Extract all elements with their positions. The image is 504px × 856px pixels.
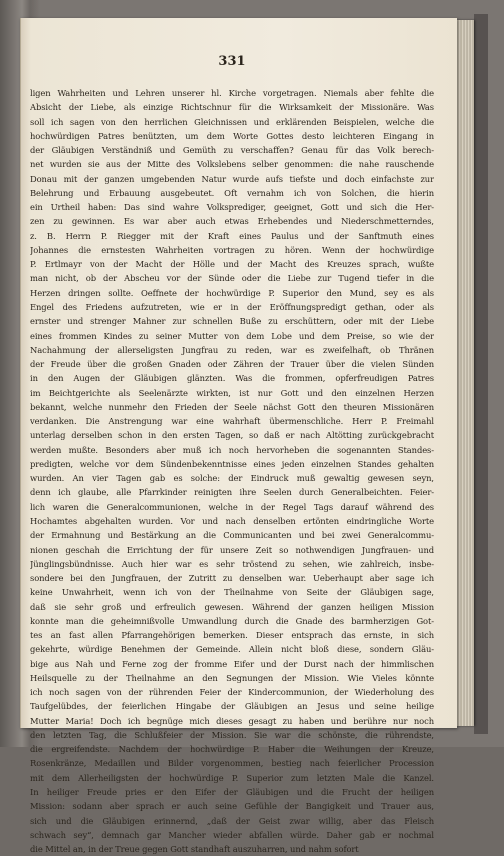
text-line: soll ich sagen von den herrlichen Gleichnissen und erklärenden Beispielen, welche die: [30, 116, 434, 127]
text-line: Rosenkränze, Medaillen und Bilder vorgenommen, bestieg nach feierlicher Procession: [30, 758, 434, 769]
text-line: net wurden sie aus der Mitte des Volkslebens selber genommen: die nahe rauschende: [30, 159, 434, 170]
text-line: mit dem Allerheiligsten der hochwürdige P. Superior zum letzten Male die Kanzel.: [30, 772, 434, 783]
text-line: gekehrte, würdige Benehmen der Gemeinde. Allein nicht bloß diese, sondern Gläu-: [30, 644, 434, 655]
book-cover-edge: [474, 14, 488, 734]
text-line: Belehrung und Erbauung ausgebeutet. Oft vernahm ich von Solchen, die hierin: [30, 187, 434, 198]
text-line: hochwürdigen Patres benützten, um dem Worte Gottes desto leichteren Eingang in: [30, 130, 434, 141]
text-line: die ergreifendste. Nachdem der hochwürdige P. Haber die Weihungen der Kreuze,: [30, 744, 434, 755]
text-line: im Beichtgerichte als Seelenärzte wirkten, ist nur Gott und den einzelnen Herzen: [30, 387, 434, 398]
text-line: zen zu gewinnen. Es war aber auch etwas Erhebendes und Niederschmetterndes,: [30, 216, 434, 227]
text-line: den letzten Tag, die Schlußfeier der Mission. Sie war die schönste, die rührendste,: [30, 729, 434, 740]
text-line: der Freude über die großen Gnaden oder Zähren der Trauer über die vielen Sünden: [30, 359, 434, 370]
text-line: in den Augen der Gläubigen glänzten. Was die frommen, opferfreudigen Patres: [30, 373, 434, 384]
text-line: der Gläubigen Verständniß und Gemüth zu verschaffen? Genau für das Volk berech-: [30, 145, 434, 156]
text-line: bige aus Nah und Ferne zog der fromme Eifer und der Durst nach der himmlischen: [30, 658, 434, 669]
text-line: ligen Wahrheiten und Lehren unserer hl. Kirche vorgetragen. Niemals aber fehlte die: [30, 88, 434, 98]
text-line: verdanken. Die Anstrengung war eine wahrhaft übermenschliche. Herr P. Freimahl: [30, 416, 434, 427]
text-line: Heilsquelle zu der Theilnahme an den Segnungen der Mission. Wie Vieles könnte: [30, 672, 434, 683]
text-line: schwach sey“, demnach gar Mancher wieder abfallen würde. Daher gab er nochmal: [30, 829, 434, 840]
body-text: [30, 86, 434, 856]
text-line: eines frommen Kindes zu seiner Mutter von dem Lobe und dem Preise, so wie der: [30, 330, 434, 341]
text-line: unterlag derselben schon in den ersten Tagen, so daß er nach Altötting zurückgebracht: [30, 430, 434, 441]
text-line: Herzen dringen sollte. Oeffnete der hochwürdige P. Superior den Mund, sey es als: [30, 287, 434, 298]
text-line: sondere bei den Jungfrauen, der Zutritt zu denselben war. Ueberhaupt aber sage ich: [30, 573, 434, 584]
text-line: man nicht, ob der Abscheu vor der Sünde oder die Liebe zur Tugend tiefer in die: [30, 273, 434, 284]
text-line: keine Unwahrheit, wenn ich von der Theilnahme von Seite der Gläubigen sage,: [30, 587, 434, 598]
text-line: wurden. An vier Tagen gab es solche: der Eindruck muß gewaltig gewesen seyn,: [30, 473, 434, 484]
text-line: Taufgelübdes, der feierlichen Hingabe der Gläubigen an Jesus und seine heilige: [30, 701, 434, 712]
text-line: sich und die Gläubigen erinnernd, „daß der Geist zwar willig, aber das Fleisch: [30, 815, 434, 826]
page-stack-edge: [456, 20, 474, 726]
text-line: ich noch sagen von der rührenden Feier der Kindercommunion, der Wiederholung des: [30, 687, 434, 698]
page-number: 331: [218, 54, 246, 69]
text-line: konnte man die geheimnißvolle Umwandlung durch die Gnade des barmherzigen Got-: [30, 615, 434, 626]
text-line: P. Ertlmayr von der Macht der Hölle und der Macht des Kreuzes sprach, wußte: [30, 259, 434, 270]
text-line: Engel des Friedens aufzutreten, wie er in der Eröffnungspredigt gethan, oder als: [30, 301, 434, 312]
text-line: werden mußte. Besonders aber muß ich noch hervorheben die sogenannten Standes-: [30, 444, 434, 455]
text-line: In heiliger Freude pries er den Eifer der Gläubigen und die Frucht der heiligen: [30, 787, 434, 798]
text-line: denn ich glaube, alle Pfarrkinder reinigten ihre Seelen durch Generalbeichten. Feier-: [30, 487, 434, 498]
text-line: daß sie sehr groß und erfreulich gewesen. Während der ganzen heiligen Mission: [30, 601, 434, 612]
text-line: nionen geschah die Errichtung der für unsere Zeit so nothwendigen Jungfrauen- und: [30, 544, 434, 555]
text-line: Donau mit der ganzen umgebenden Natur wurde aufs tiefste und doch einfachste zur: [30, 173, 434, 184]
text-line: ein Urtheil haben: Das sind wahre Volksprediger, geeignet, Gott und sich die Her-: [30, 202, 434, 213]
text-line: z. B. Herrn P. Riegger mit der Kraft eines Paulus und der Sanftmuth eines: [30, 230, 434, 241]
text-line: ernster und strenger Mahner zur schnellen Buße zu erschüttern, oder mit der Liebe: [30, 316, 434, 327]
text-line: Mutter Maria! Doch ich begnüge mich dieses gesagt zu haben und berühre nur noch: [30, 715, 434, 726]
text-line: tes an fast allen Pfarrangehörigen bemerken. Dieser entsprach das ernste, in sich: [30, 630, 434, 641]
text-line: bekannt, welche nunmehr den Frieden der Seele nächst Gott den theuren Missionären: [30, 401, 434, 412]
text-line: Jünglingsbündnisse. Auch hier war es sehr tröstend zu sehen, wie zahlreich, insbe-: [30, 558, 434, 569]
text-line: lich waren die Generalcommunionen, welche in der Regel Tags darauf während des: [30, 501, 434, 512]
text-line: Nachahmung der allerseligsten Jungfrau zu reden, war es zweifelhaft, ob Thränen: [30, 344, 434, 355]
text-line: predigten, welche vor dem Sündenbekenntnisse eines jeden einzelnen Standes gehalten: [30, 458, 434, 469]
text-line: Mission: sodann aber sprach er auch seine Gefühle der Bangigkeit und Trauer aus,: [30, 801, 434, 812]
text-line: Hochamtes abgehalten wurden. Vor und nach denselben ertönten eindringliche Worte: [30, 515, 434, 526]
text-line: der Ermahnung und Bestärkung an die Communicanten und bei zwei Generalcommu-: [30, 530, 434, 541]
text-line: Absicht der Liebe, als einzige Richtschnur für die Wirksamkeit der Missionäre. Was: [30, 102, 434, 113]
text-line: die Mittel an, in der Treue gegen Gott standhaft auszuharren, und nahm sofort: [30, 844, 359, 855]
text-line: Johannes die ernstesten Wahrheiten vortragen zu hören. Wenn der hochwürdige: [30, 244, 434, 255]
